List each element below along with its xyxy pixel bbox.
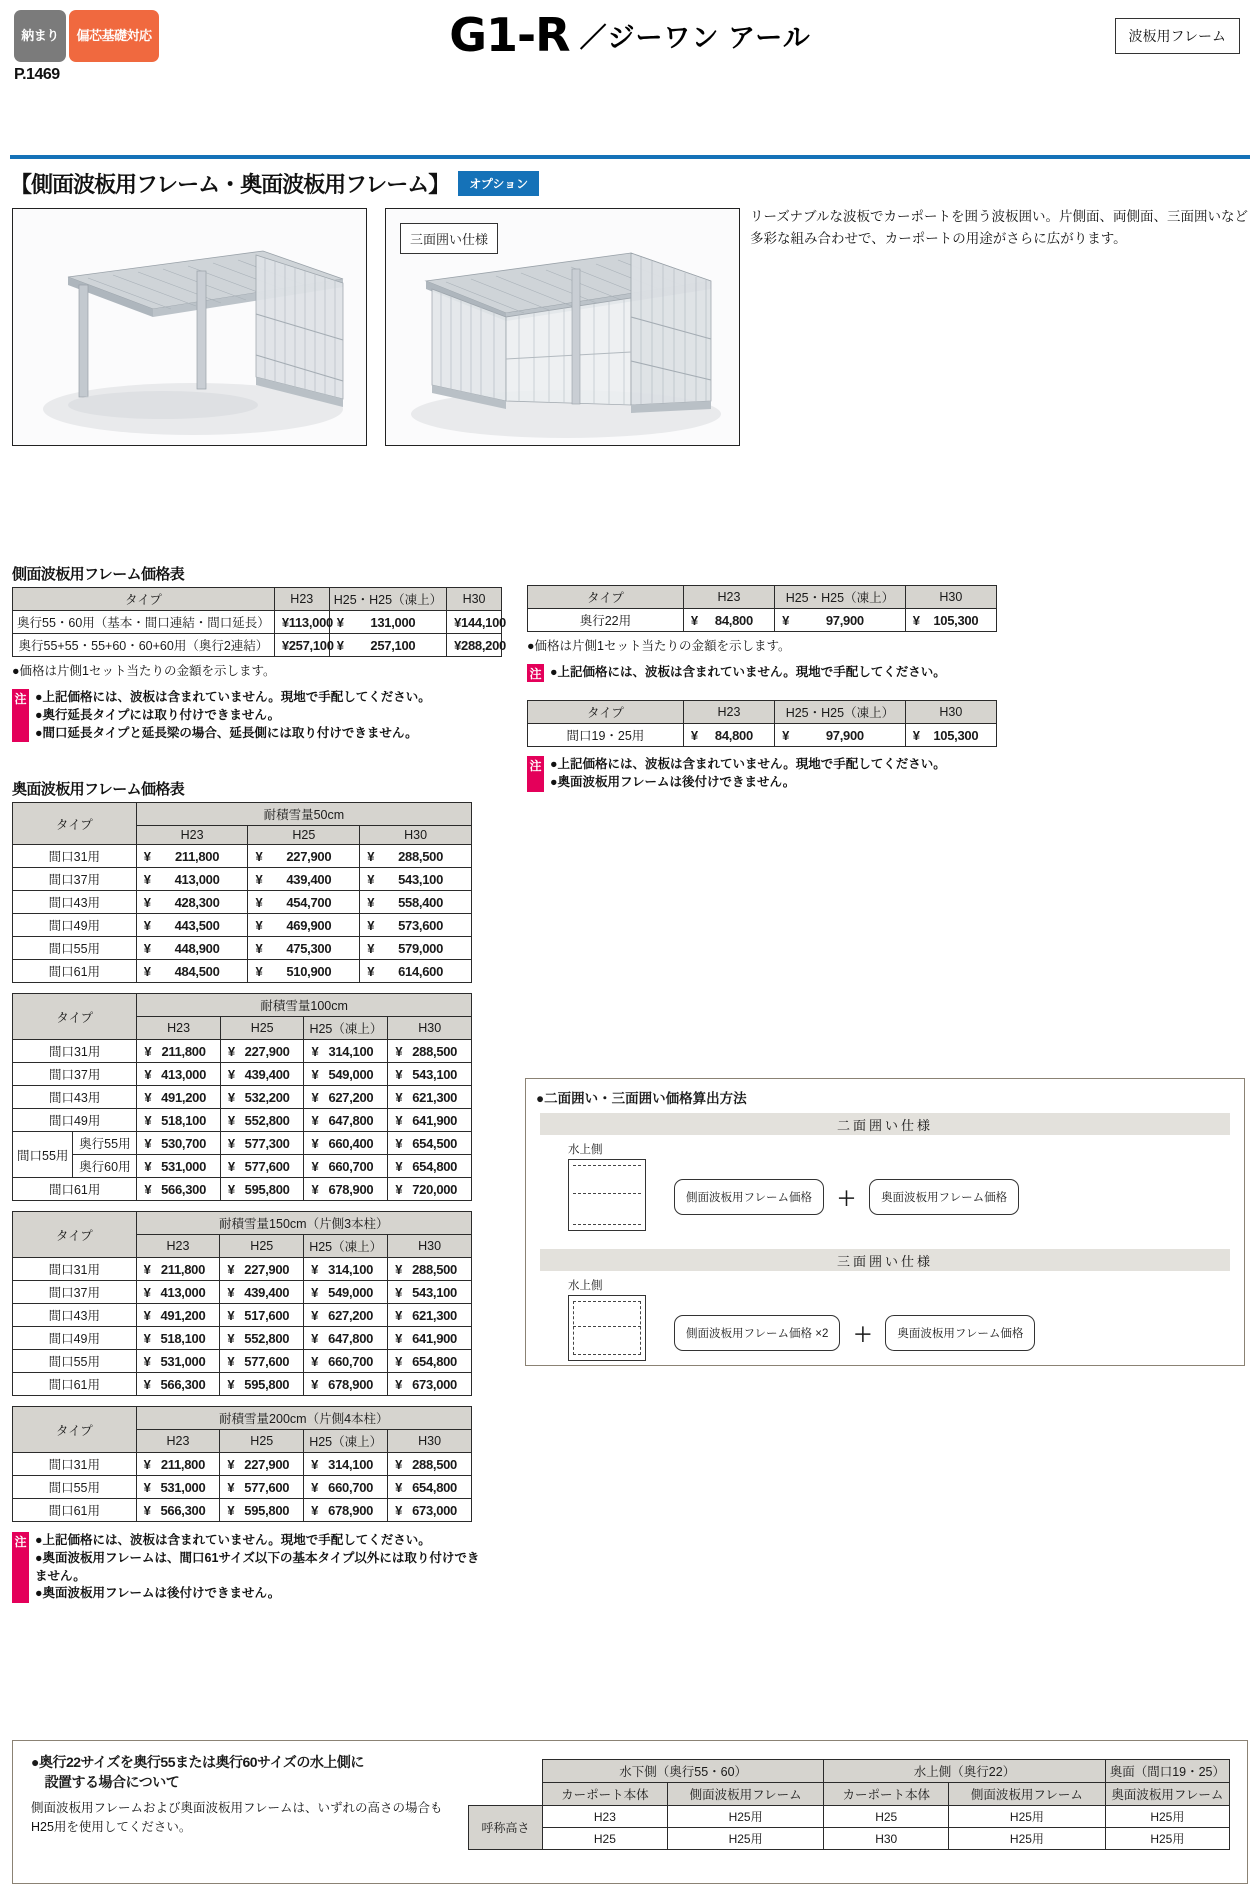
table-row xyxy=(13,1373,472,1396)
product-type-badge: 波板用フレーム xyxy=(1115,18,1240,54)
table-row xyxy=(13,611,502,634)
cell-price: ¥ 566,300 xyxy=(136,1499,220,1522)
cell-price: ¥ 654,800 xyxy=(388,1476,472,1499)
th-h25: H25・H25（凍上） xyxy=(775,701,906,724)
three-side-formula xyxy=(674,1315,1035,1351)
th-h23: H23 xyxy=(274,588,329,611)
footer-height-table xyxy=(468,1759,1230,1850)
cell-price: ¥ 595,800 xyxy=(220,1499,304,1522)
th-h30: H30 xyxy=(905,586,996,609)
cell-price: ¥ 413,000 xyxy=(136,1281,220,1304)
cell-type: 間口55用 xyxy=(13,1476,137,1499)
water-upper-label-2: 水上側 xyxy=(568,1280,603,1292)
th-type: タイプ xyxy=(13,803,137,845)
cell-price: ¥ 518,100 xyxy=(137,1109,221,1132)
footer-row-label: 呼称高さ xyxy=(469,1806,543,1850)
table-row xyxy=(13,868,472,891)
th-carport-body-1: カーポート本体 xyxy=(543,1783,668,1806)
table-row xyxy=(13,937,472,960)
cell-price: ¥ 678,900 xyxy=(304,1373,388,1396)
back-frame-price-section-right xyxy=(527,700,1027,792)
th-h23: H23 xyxy=(137,1017,221,1040)
calc-box-title: ●二面囲い・三面囲い価格算出方法 xyxy=(536,1091,747,1106)
footer-heading-line1: ●奥行22サイズを奥行55または奥行60サイズの水上側に xyxy=(31,1754,364,1770)
cell-type: 間口43用 xyxy=(13,891,137,914)
cell-price: ¥ 288,500 xyxy=(360,845,472,868)
table-row xyxy=(13,1304,472,1327)
product-title-block xyxy=(0,8,1260,62)
section-description: リーズナブルな波板でカーポートを囲う波板囲い。片側面、両側面、三面囲いなど多彩な組み合わせで、カーポートの用途がさらに広がります。 xyxy=(750,209,1249,246)
cell-type: 間口31用 xyxy=(13,1258,137,1281)
th-upper-side: 水上側（奥行22） xyxy=(824,1760,1105,1783)
cell-price: ¥ 439,400 xyxy=(220,1063,304,1086)
option-badge: オプション xyxy=(458,171,539,196)
table-header-row xyxy=(13,588,502,611)
th-h30: H30 xyxy=(360,826,472,845)
cell-price: ¥ 484,500 xyxy=(136,960,248,983)
cell-price: ¥ 660,700 xyxy=(304,1350,388,1373)
cell-price: ¥ 641,900 xyxy=(388,1109,472,1132)
cell-price: ¥ 566,300 xyxy=(137,1178,221,1201)
cell-price: ¥ 288,500 xyxy=(388,1453,472,1476)
table-header-row xyxy=(469,1783,1230,1806)
note-line: ●奥行延長タイプには取り付けできません。 xyxy=(35,707,281,722)
cell-type: 間口49用 xyxy=(13,1327,137,1350)
cell-price: ¥ 113,000 xyxy=(274,611,329,634)
cell-price: ¥ 257,100 xyxy=(329,634,446,657)
price-calculation-box xyxy=(525,1078,1245,1366)
cell-price: ¥ 577,600 xyxy=(220,1350,304,1373)
cell-price: ¥ 454,700 xyxy=(248,891,360,914)
cell-price: ¥ 577,300 xyxy=(220,1132,304,1155)
cell-price: ¥ 720,000 xyxy=(388,1178,472,1201)
table-row xyxy=(13,1132,472,1155)
cell-type: 間口37用 xyxy=(13,1281,137,1304)
note-body xyxy=(35,689,431,742)
note-line: ●上記価格には、波板は含まれていません。現地で手配してください。 xyxy=(550,757,946,771)
side-frame-22-price-note: ●価格は片側1セット当たりの金額を示します。 xyxy=(527,639,791,653)
table-header-row xyxy=(528,701,997,724)
cell-value: H25用 xyxy=(1105,1828,1229,1850)
cell-type: 奥行22用 xyxy=(528,609,684,632)
th-h23: H23 xyxy=(136,1235,220,1258)
note-line: ●上記価格には、波板は含まれていません。現地で手配してください。 xyxy=(550,665,946,680)
page-header xyxy=(0,0,1260,100)
cell-price: ¥ 552,800 xyxy=(220,1327,304,1350)
back-frame-price-table-right xyxy=(527,700,997,747)
th-h23: H23 xyxy=(683,701,774,724)
table-row xyxy=(13,845,472,868)
cell-value: H25用 xyxy=(949,1828,1106,1850)
note-line: ●間口延長タイプと延長梁の場合、延長側には取り付けできません。 xyxy=(35,725,418,740)
back-frame-table-150cm xyxy=(12,1211,472,1396)
cell-price: ¥ 105,300 xyxy=(905,609,996,632)
cell-price: ¥ 577,600 xyxy=(220,1476,304,1499)
cell-price: ¥ 552,800 xyxy=(220,1109,304,1132)
cell-price: ¥ 647,800 xyxy=(304,1109,388,1132)
footer-info-box xyxy=(12,1740,1248,1884)
cell-price: ¥ 543,100 xyxy=(388,1281,472,1304)
cell-subtype: 奥行55用 xyxy=(73,1132,137,1155)
th-side-frame-1: 側面波板用フレーム xyxy=(667,1783,824,1806)
table-row xyxy=(13,960,472,983)
th-carport-body-2: カーポート本体 xyxy=(824,1783,949,1806)
note-body xyxy=(550,664,946,682)
cell-type: 間口61用 xyxy=(13,960,137,983)
cell-price: ¥ 211,800 xyxy=(136,845,248,868)
calc-band-three-side: 三面囲い仕様 xyxy=(540,1249,1230,1271)
cell-price: ¥ 144,100 xyxy=(447,611,502,634)
cell-type: 間口37用 xyxy=(13,868,137,891)
footer-paragraph: 側面波板用フレームおよび奥面波板用フレームは、いずれの高さの場合もH25用を使用してください。 xyxy=(31,1801,443,1834)
pill-back-frame-price-1: 奥面波板用フレーム価格 xyxy=(869,1179,1019,1215)
section-title: 【側面波板用フレーム・奥面波板用フレーム】 xyxy=(10,172,450,197)
cell-price: ¥ 84,800 xyxy=(683,609,774,632)
cell-price: ¥ 475,300 xyxy=(248,937,360,960)
th-h25: H25 xyxy=(220,1017,304,1040)
cell-type: 間口43用 xyxy=(13,1304,137,1327)
cell-price: ¥ 549,000 xyxy=(304,1281,388,1304)
cell-price: ¥ 654,800 xyxy=(388,1350,472,1373)
cell-value: H25用 xyxy=(667,1806,824,1828)
table-row xyxy=(13,1476,472,1499)
table-row xyxy=(13,634,502,657)
note-line: ●奥面波板用フレームは後付けできません。 xyxy=(550,774,796,789)
note-body xyxy=(550,756,946,792)
table-row xyxy=(528,724,997,747)
note-chip: 注 xyxy=(12,1532,29,1603)
th-h30: H30 xyxy=(388,1235,472,1258)
th-h25: H25 xyxy=(248,826,360,845)
cell-price: ¥ 439,400 xyxy=(248,868,360,891)
section-divider-rule xyxy=(10,155,1250,159)
cell-price: ¥ 654,500 xyxy=(388,1132,472,1155)
th-type: タイプ xyxy=(13,994,137,1040)
table-row xyxy=(13,1453,472,1476)
cell-price: ¥ 211,800 xyxy=(136,1258,220,1281)
cell-price: ¥ 647,800 xyxy=(304,1327,388,1350)
page-reference: P.1469 xyxy=(14,66,60,83)
pill-side-frame-price-2: 側面波板用フレーム価格 ×2 xyxy=(674,1315,840,1351)
th-h23: H23 xyxy=(683,586,774,609)
side-frame-price-note: ●価格は片側1セット当たりの金額を示します。 xyxy=(12,664,276,678)
cell-price: ¥ 654,800 xyxy=(388,1155,472,1178)
back-frame-notes xyxy=(12,1532,492,1603)
th-h25: H25・H25（凍上） xyxy=(329,588,446,611)
table-row xyxy=(13,1063,472,1086)
note-chip: 注 xyxy=(527,756,544,792)
cell-price: ¥ 443,500 xyxy=(136,914,248,937)
cell-price: ¥ 211,800 xyxy=(136,1453,220,1476)
cell-price: ¥ 577,600 xyxy=(220,1155,304,1178)
product-title-main: G1-R xyxy=(449,8,570,62)
footer-heading-line2: 設置する場合について xyxy=(31,1773,180,1790)
table-row xyxy=(13,1281,472,1304)
cell-type: 間口43用 xyxy=(13,1086,137,1109)
cell-price: ¥ 314,100 xyxy=(304,1453,388,1476)
cell-type: 間口31用 xyxy=(13,1040,137,1063)
cell-price: ¥ 558,400 xyxy=(360,891,472,914)
cell-price: ¥ 288,500 xyxy=(388,1040,472,1063)
side-frame-table-title: 側面波板用フレーム価格表 xyxy=(12,566,185,583)
th-h30: H30 xyxy=(388,1017,472,1040)
cell-price: ¥ 621,300 xyxy=(388,1304,472,1327)
th-snow-load: 耐積雪量100cm xyxy=(137,994,472,1017)
cell-price: ¥ 428,300 xyxy=(136,891,248,914)
th-h25-frost: H25（凍上） xyxy=(304,1430,388,1453)
cell-type: 間口55用 xyxy=(13,1132,73,1178)
cell-price: ¥ 97,900 xyxy=(775,609,906,632)
tag-henshin-kiso: 偏芯基礎対応 xyxy=(69,10,159,62)
back-frame-right-notes xyxy=(527,756,1027,792)
cell-price: ¥ 531,000 xyxy=(136,1476,220,1499)
carport-illustration-1 xyxy=(13,209,366,445)
cell-price: ¥ 532,200 xyxy=(220,1086,304,1109)
cell-value: H25用 xyxy=(1105,1806,1229,1828)
cell-value: H25 xyxy=(824,1806,949,1828)
calc-band-two-side: 二面囲い仕様 xyxy=(540,1113,1230,1135)
cell-type: 間口55用 xyxy=(13,1350,137,1373)
cell-price: ¥ 641,900 xyxy=(388,1327,472,1350)
table-header-row xyxy=(469,1760,1230,1783)
cell-value: H25 xyxy=(543,1828,668,1850)
note-line: ●上記価格には、波板は含まれていません。現地で手配してください。 xyxy=(35,1533,431,1547)
water-upper-label-1: 水上側 xyxy=(568,1144,603,1156)
cell-type: 間口49用 xyxy=(13,1109,137,1132)
cell-price: ¥ 469,900 xyxy=(248,914,360,937)
cell-price: ¥ 227,900 xyxy=(248,845,360,868)
th-type: タイプ xyxy=(528,701,684,724)
cell-price: ¥ 531,000 xyxy=(136,1350,220,1373)
table-row xyxy=(469,1806,1230,1828)
footer-left-text xyxy=(31,1753,451,1837)
table-row xyxy=(13,1178,472,1201)
cell-price: ¥ 530,700 xyxy=(137,1132,221,1155)
th-type: タイプ xyxy=(13,1212,137,1258)
cell-price: ¥ 573,600 xyxy=(360,914,472,937)
two-side-diagram xyxy=(568,1159,646,1231)
side-frame-22-notes xyxy=(527,664,1027,682)
th-lower-side: 水下側（奥行55・60） xyxy=(543,1760,824,1783)
note-chip: 注 xyxy=(527,664,544,682)
tag-nawamari: 納まり xyxy=(14,10,66,62)
cell-subtype: 奥行60用 xyxy=(73,1155,137,1178)
cell-value: H25用 xyxy=(667,1828,824,1850)
note-line: ●奥面波板用フレームは後付けできません。 xyxy=(35,1586,281,1601)
cell-price: ¥ 673,000 xyxy=(388,1373,472,1396)
cell-price: ¥ 660,400 xyxy=(304,1132,388,1155)
table-row xyxy=(13,1327,472,1350)
cell-type: 間口19・25用 xyxy=(528,724,684,747)
cell-price: ¥ 448,900 xyxy=(136,937,248,960)
cell-type: 間口61用 xyxy=(13,1499,137,1522)
back-frame-table-title: 奥面波板用フレーム価格表 xyxy=(12,781,185,798)
th-h25: H25 xyxy=(220,1235,304,1258)
cell-type: 間口31用 xyxy=(13,845,137,868)
th-side-frame-2: 側面波板用フレーム xyxy=(949,1783,1106,1806)
cell-price: ¥ 105,300 xyxy=(905,724,996,747)
th-back-frame: 奥面波板用フレーム xyxy=(1105,1783,1229,1806)
cell-price: ¥ 413,000 xyxy=(136,868,248,891)
back-frame-table-200cm xyxy=(12,1406,472,1522)
cell-price: ¥ 627,200 xyxy=(304,1304,388,1327)
cell-price: ¥ 491,200 xyxy=(137,1086,221,1109)
two-side-formula xyxy=(674,1179,1019,1215)
three-side-diagram xyxy=(568,1295,646,1361)
cell-price: ¥ 257,100 xyxy=(274,634,329,657)
th-type: タイプ xyxy=(528,586,684,609)
section-header xyxy=(10,168,539,199)
th-h30: H30 xyxy=(388,1430,472,1453)
table-row xyxy=(13,1086,472,1109)
side-frame-price-section-22 xyxy=(527,585,1027,682)
th-h23: H23 xyxy=(136,1430,220,1453)
table-header-row xyxy=(13,1407,472,1430)
table-header-row xyxy=(13,1212,472,1235)
back-frame-table-50cm xyxy=(12,802,472,983)
table-row xyxy=(13,1155,472,1178)
cell-value: H30 xyxy=(824,1828,949,1850)
cell-price: ¥ 413,000 xyxy=(137,1063,221,1086)
cell-price: ¥ 491,200 xyxy=(136,1304,220,1327)
plus-sign-1: ＋ xyxy=(837,1188,857,1210)
side-frame-notes xyxy=(12,689,512,742)
table-row xyxy=(13,1258,472,1281)
note-body xyxy=(35,1532,487,1603)
cell-price: ¥ 549,000 xyxy=(304,1063,388,1086)
product-photo-one-side xyxy=(12,208,367,446)
th-type: タイプ xyxy=(13,588,275,611)
cell-type: 奥行55・60用（基本・間口連結・間口延長） xyxy=(13,611,275,634)
note-line: ●上記価格には、波板は含まれていません。現地で手配してください。 xyxy=(35,690,431,705)
back-frame-price-section xyxy=(12,778,492,1603)
product-photo-three-side xyxy=(385,208,740,446)
cell-price: ¥ 131,000 xyxy=(329,611,446,634)
cell-price: ¥ 660,700 xyxy=(304,1155,388,1178)
cell-price: ¥ 673,000 xyxy=(388,1499,472,1522)
cell-price: ¥ 510,900 xyxy=(248,960,360,983)
cell-type: 奥行55+55・55+60・60+60用（奥行2連結） xyxy=(13,634,275,657)
th-snow-load: 耐積雪量150cm（片側3本柱） xyxy=(136,1212,471,1235)
pill-back-frame-price-2: 奥面波板用フレーム価格 xyxy=(885,1315,1035,1351)
cell-price: ¥ 518,100 xyxy=(136,1327,220,1350)
cell-price: ¥ 614,600 xyxy=(360,960,472,983)
cell-price: ¥ 314,100 xyxy=(304,1040,388,1063)
cell-price: ¥ 288,200 xyxy=(447,634,502,657)
cell-price: ¥ 621,300 xyxy=(388,1086,472,1109)
side-frame-price-table xyxy=(12,587,506,657)
table-header-row xyxy=(13,994,472,1017)
table-row xyxy=(13,1109,472,1132)
table-row xyxy=(13,1350,472,1373)
cell-price: ¥ 84,800 xyxy=(683,724,774,747)
cell-price: ¥ 97,900 xyxy=(775,724,906,747)
th-h25: H25・H25（凍上） xyxy=(775,586,906,609)
back-frame-table-100cm xyxy=(12,993,472,1201)
th-h25: H25 xyxy=(220,1430,304,1453)
note-chip: 注 xyxy=(12,689,29,742)
cell-value: H25用 xyxy=(949,1806,1106,1828)
cell-price: ¥ 627,200 xyxy=(304,1086,388,1109)
cell-price: ¥ 227,900 xyxy=(220,1453,304,1476)
th-snow-load: 耐積雪量50cm xyxy=(136,803,471,826)
table-header-row xyxy=(13,803,472,826)
th-snow-load: 耐積雪量200cm（片側4本柱） xyxy=(136,1407,471,1430)
th-h23: H23 xyxy=(136,826,248,845)
cell-price: ¥ 595,800 xyxy=(220,1373,304,1396)
cell-type: 間口61用 xyxy=(13,1178,137,1201)
cell-price: ¥ 678,900 xyxy=(304,1178,388,1201)
plus-sign-2: ＋ xyxy=(853,1324,873,1346)
table-row xyxy=(528,609,997,632)
table-row xyxy=(13,1499,472,1522)
cell-price: ¥ 543,100 xyxy=(388,1063,472,1086)
cell-type: 間口37用 xyxy=(13,1063,137,1086)
table-row xyxy=(13,1040,472,1063)
cell-price: ¥ 678,900 xyxy=(304,1499,388,1522)
table-header-row xyxy=(528,586,997,609)
th-h25-frost: H25（凍上） xyxy=(304,1235,388,1258)
cell-type: 間口55用 xyxy=(13,937,137,960)
cell-price: ¥ 227,900 xyxy=(220,1258,304,1281)
cell-type: 間口31用 xyxy=(13,1453,137,1476)
cell-type: 間口49用 xyxy=(13,914,137,937)
product-title-sub: ／ジーワン アール xyxy=(579,22,811,53)
cell-price: ¥ 227,900 xyxy=(220,1040,304,1063)
table-row xyxy=(13,891,472,914)
th-h30: H30 xyxy=(905,701,996,724)
cell-value: H23 xyxy=(543,1806,668,1828)
photo-label-three-side: 三面囲い仕様 xyxy=(400,223,498,254)
cell-price: ¥ 566,300 xyxy=(136,1373,220,1396)
cell-price: ¥ 531,000 xyxy=(137,1155,221,1178)
table-row xyxy=(469,1828,1230,1850)
cell-price: ¥ 314,100 xyxy=(304,1258,388,1281)
side-frame-price-table-22 xyxy=(527,585,997,632)
th-back-side: 奥面（間口19・25） xyxy=(1105,1760,1229,1783)
cell-price: ¥ 543,100 xyxy=(360,868,472,891)
cell-price: ¥ 211,800 xyxy=(137,1040,221,1063)
note-line: ●奥面波板用フレームは、間口61サイズ以下の基本タイプ以外には取り付けできません。 xyxy=(35,1550,480,1583)
cell-price: ¥ 288,500 xyxy=(388,1258,472,1281)
cell-type: 間口61用 xyxy=(13,1373,137,1396)
th-h30: H30 xyxy=(447,588,502,611)
cell-price: ¥ 517,600 xyxy=(220,1304,304,1327)
cell-price: ¥ 660,700 xyxy=(304,1476,388,1499)
cell-price: ¥ 595,800 xyxy=(220,1178,304,1201)
table-row xyxy=(13,914,472,937)
cell-price: ¥ 579,000 xyxy=(360,937,472,960)
side-frame-price-section xyxy=(12,563,512,742)
th-type: タイプ xyxy=(13,1407,137,1453)
pill-side-frame-price-1: 側面波板用フレーム価格 xyxy=(674,1179,824,1215)
cell-price: ¥ 439,400 xyxy=(220,1281,304,1304)
th-h25-frost: H25（凍上） xyxy=(304,1017,388,1040)
